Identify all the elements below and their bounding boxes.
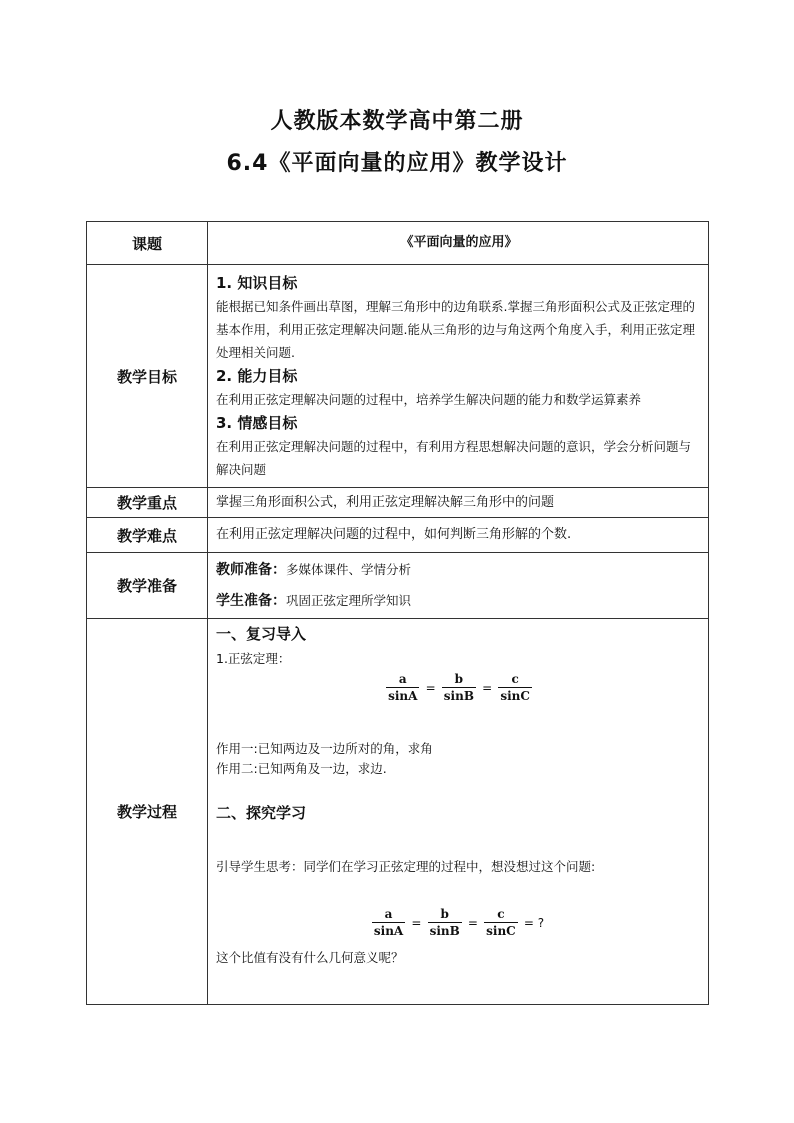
difficulty-value: 在利用正弦定理解决问题的过程中，如何判断三角形解的个数. (208, 518, 709, 553)
key-points-label: 教学重点 (87, 488, 208, 518)
key-points-value: 掌握三角形面积公式，利用正弦定理解决解三角形中的问题 (208, 488, 709, 518)
fraction-denominator: sinB (429, 924, 460, 938)
review-heading: 一、复习导入 (216, 625, 307, 643)
student-prep-label: 学生准备： (216, 592, 286, 609)
goal-text-knowledge: 能根据已知条件画出草图，理解三角形中的边角联系.掌握三角形面积公式及正弦定理的基本作用，利用正弦定理解决问题.能从三角形的边与角这两个角度入手，利用正弦定理处理相关问题. (216, 299, 695, 360)
fraction-a-sinA (372, 906, 405, 939)
guide-text: 引导学生思考：同学们在学习正弦定理的过程中，想没想过这个问题: (216, 859, 596, 874)
sine-law-item: 1.正弦定理： (216, 651, 291, 666)
equals-sign: = (425, 680, 436, 695)
goal-heading-emotion: 3. 情感目标 (216, 414, 298, 432)
fraction-denominator: sinC (500, 689, 530, 703)
teacher-prep-label: 教师准备： (216, 561, 286, 578)
topic-value: 《平面向量的应用》 (208, 222, 709, 265)
topic-row (87, 222, 709, 265)
lesson-plan-table (86, 221, 709, 1005)
equals-sign: = (467, 915, 478, 930)
fraction-denominator: sinA (373, 924, 404, 938)
fraction-numerator: a (372, 906, 405, 923)
fraction-denominator: sinB (443, 689, 474, 703)
teacher-prep (216, 555, 702, 586)
fraction-b-sinB (428, 906, 462, 939)
usage-two: 作用二:已知两角及一边，求边. (216, 761, 387, 776)
teacher-prep-value: 多媒体课件、学情分析 (286, 561, 412, 577)
fraction-numerator: a (386, 671, 419, 688)
page-title: 人教版本数学高中第二册 (270, 109, 524, 134)
preparation-label: 教学准备 (87, 553, 208, 619)
fraction-c-sinC (498, 671, 532, 704)
page-subtitle: 6.4《平面向量的应用》教学设计 (226, 151, 568, 176)
equals-sign: = (411, 915, 422, 930)
student-prep-value: 巩固正弦定理所学知识 (286, 592, 412, 608)
key-points-row (87, 488, 709, 518)
preparation-row (87, 553, 709, 619)
fraction-denominator: sinA (388, 689, 418, 703)
preparation-content (208, 553, 709, 619)
ratio-question-formula (216, 906, 702, 946)
fraction-c-sinC (484, 906, 518, 939)
difficulty-label: 教学难点 (87, 518, 208, 553)
fraction-a-sinA (386, 671, 419, 704)
goal-heading-ability: 2. 能力目标 (216, 367, 298, 385)
goal-text-emotion: 在利用正弦定理解决问题的过程中，有利用方程思想解决问题的意识，学会分析问题与解决问题 (216, 439, 692, 477)
goals-row (87, 265, 709, 488)
usage-one: 作用一:已知两边及一边所对的角，求角 (216, 741, 433, 756)
goal-heading-knowledge: 1. 知识目标 (216, 274, 298, 292)
student-prep (216, 586, 702, 617)
geometric-meaning-question: 这个比值有没有什么几何意义呢？ (216, 950, 404, 965)
explore-heading: 二、探究学习 (216, 804, 307, 822)
equals-sign: = (482, 680, 493, 695)
fraction-numerator: b (428, 906, 462, 923)
fraction-numerator: c (498, 671, 532, 688)
topic-label: 课题 (87, 222, 208, 265)
fraction-b-sinB (442, 671, 476, 704)
fraction-denominator: sinC (486, 924, 516, 938)
process-row (87, 619, 709, 1005)
goals-label: 教学目标 (87, 265, 208, 488)
fraction-numerator: c (484, 906, 518, 923)
process-label: 教学过程 (87, 619, 208, 1005)
fraction-numerator: b (442, 671, 476, 688)
process-content (208, 619, 709, 1005)
sine-law-formula (216, 671, 702, 711)
goals-content (208, 265, 709, 488)
equals-question: = ? (523, 915, 545, 930)
goal-text-ability: 在利用正弦定理解决问题的过程中，培养学生解决问题的能力和数学运算素养 (216, 392, 642, 407)
difficulty-row (87, 518, 709, 553)
